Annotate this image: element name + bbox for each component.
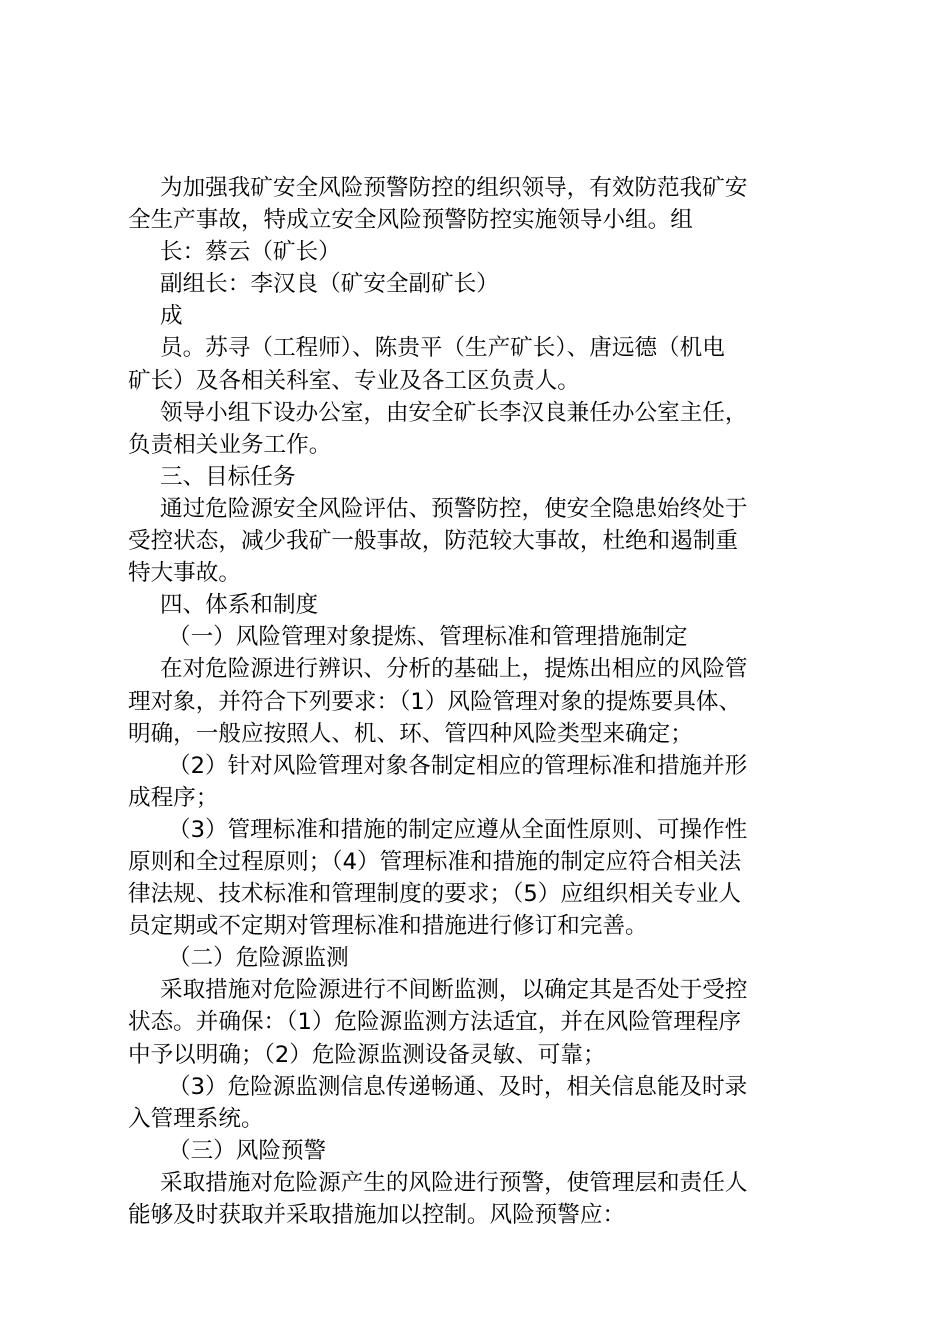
text-line: 负责相关业务工作。 — [128, 431, 332, 458]
text-line: 三、目标任务 — [160, 463, 296, 490]
text-line: 为加强我矿安全风险预警防控的组织领导，有效防范我矿安 — [160, 175, 748, 201]
text-line: 状态。并确保：（1）危险源监测方法适宜，并在风险管理程序 — [128, 1009, 742, 1036]
text-line: 矿长）及各相关科室、专业及各工区负责人。 — [128, 367, 580, 394]
text-line: 成 — [160, 303, 183, 330]
text-line: 入管理系统。 — [128, 1105, 264, 1132]
text-line: 能够及时获取并采取措施加以控制。风险预警应： — [128, 1202, 626, 1228]
text-line: 明确，一般应按照人、机、环、管四种风险类型来确定； — [128, 720, 693, 747]
text-line: （3）危险源监测信息传递畅通、及时，相关信息能及时录 — [168, 1073, 748, 1100]
text-line: 长：蔡云（矿长） — [160, 239, 341, 266]
text-line: 原则和全过程原则；（4）管理标准和措施的制定应符合相关法 — [128, 848, 742, 875]
text-line: 副组长：李汉良（矿安全副矿长） — [160, 271, 499, 298]
text-line: （2）针对风险管理对象各制定相应的管理标准和措施并形 — [168, 752, 748, 779]
document-page — [128, 172, 834, 1231]
text-line: 中予以明确；（2）危险源监测设备灵敏、可靠； — [128, 1041, 606, 1068]
text-line: 受控状态，减少我矿一般事故，防范较大事故，杜绝和遏制重 — [128, 528, 739, 555]
text-line: 特大事故。 — [128, 560, 241, 587]
text-line: （三）风险预警 — [168, 1137, 327, 1164]
text-line: 员。苏寻（工程师）、陈贵平（生产矿长）、唐远德（机电 — [160, 335, 725, 362]
text-line: （一）风险管理对象提炼、管理标准和管理措施制定 — [168, 624, 688, 651]
text-line: 采取措施对危险源进行不间断监测，以确定其是否处于受控 — [160, 977, 748, 1004]
text-line: （二）危险源监测 — [168, 945, 349, 972]
text-line: 理对象，并符合下列要求：（1）风险管理对象的提炼要具体、 — [128, 688, 742, 715]
text-line: 四、体系和制度 — [160, 592, 319, 619]
text-line: 采取措施对危险源产生的风险进行预警，使管理层和责任人 — [160, 1169, 748, 1196]
text-line: 通过危险源安全风险评估、预警防控，使安全隐患始终处于 — [160, 495, 748, 522]
text-line: 领导小组下设办公室，由安全矿长李汉良兼任办公室主任， — [160, 399, 748, 426]
text-line: 全生产事故，特成立安全风险预警防控实施领导小组。组 — [128, 207, 693, 234]
text-line: 在对危险源进行辨识、分析的基础上，提炼出相应的风险管 — [160, 656, 748, 683]
text-line: 员定期或不定期对管理标准和措施进行修订和完善。 — [128, 913, 648, 940]
text-line: 成程序； — [128, 784, 219, 811]
text-line: 律法规、技术标准和管理制度的要求；（5）应组织相关专业人 — [128, 881, 742, 908]
text-line: （3）管理标准和措施的制定应遵从全面性原则、可操作性 — [168, 816, 748, 843]
